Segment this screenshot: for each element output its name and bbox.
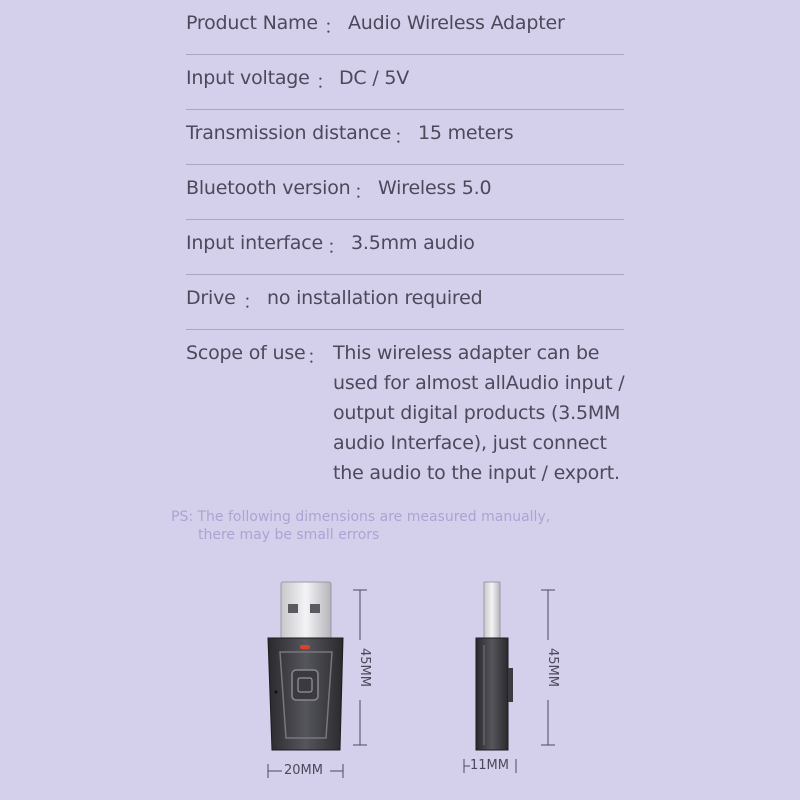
front-height-label: 45MM bbox=[357, 648, 372, 687]
spec-label: Scope of use bbox=[186, 342, 306, 364]
spec-label: Transmission distance bbox=[186, 122, 392, 144]
spec-label: Input voltage bbox=[186, 67, 310, 89]
note-line-1: PS: The following dimensions are measured manually, bbox=[171, 509, 551, 525]
spec-label: Product Name bbox=[186, 12, 318, 34]
spec-separator: ： bbox=[243, 291, 262, 313]
spec-separator: ： bbox=[327, 236, 346, 258]
spec-separator: ： bbox=[354, 181, 373, 203]
spec-separator: ： bbox=[394, 126, 413, 148]
spec-separator: ： bbox=[316, 71, 335, 93]
spec-value: This wireless adapter can be used for almost allAudio input / output digital products (3.5MM audio Interface), just connect the audio to the input / export. bbox=[333, 342, 625, 484]
adapter-side-view bbox=[476, 582, 513, 750]
spec-separator: ： bbox=[324, 16, 343, 38]
adapter-front-view bbox=[268, 582, 343, 750]
spec-label: Input interface bbox=[186, 232, 323, 254]
spec-label: Bluetooth version bbox=[186, 177, 351, 199]
spec-label: Drive bbox=[186, 287, 236, 309]
spec-value: 3.5mm audio bbox=[351, 232, 475, 254]
side-height-label: 45MM bbox=[545, 648, 560, 687]
spec-value: Audio Wireless Adapter bbox=[348, 12, 565, 34]
front-width-label: 20MM bbox=[284, 763, 323, 778]
side-width-label: 11MM bbox=[470, 758, 509, 773]
spec-separator: ： bbox=[307, 346, 326, 368]
spec-value: DC / 5V bbox=[339, 67, 410, 89]
spec-value: no installation required bbox=[267, 287, 483, 309]
spec-value: 15 meters bbox=[418, 122, 514, 144]
spec-value: Wireless 5.0 bbox=[378, 177, 492, 199]
note-line-2: there may be small errors bbox=[198, 527, 380, 543]
